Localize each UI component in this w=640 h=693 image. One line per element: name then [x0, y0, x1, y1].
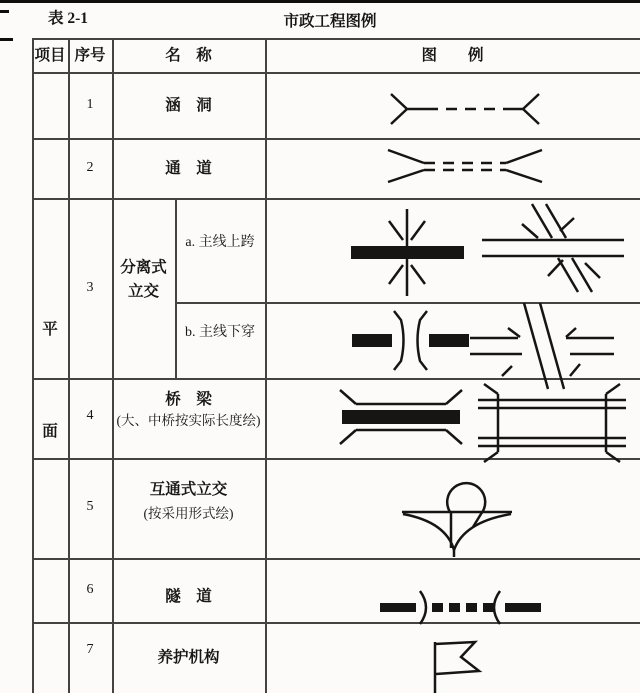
- bridge-filled-symbol: [332, 386, 482, 448]
- scan-edge-artifact: [0, 0, 640, 3]
- table-border: [175, 198, 177, 378]
- main-line-underpass-double-line-symbol: [462, 300, 622, 392]
- row-name-line2: 立交: [127, 283, 159, 300]
- main-line-overpass-double-line-symbol: [478, 198, 628, 298]
- row-note: (大、中桥按实际长度绘): [116, 413, 261, 428]
- column-header-name: 名 称: [165, 47, 212, 64]
- scan-tick-artifact: [0, 10, 9, 13]
- table-border: [32, 622, 640, 624]
- table-border: [32, 38, 640, 40]
- main-line-underpass-filled-symbol: [348, 308, 473, 373]
- bridge-outline-symbol: [472, 382, 632, 464]
- row-no: 1: [86, 97, 94, 112]
- table-border: [265, 38, 267, 693]
- row-name: 互通式立交: [149, 481, 228, 498]
- row-name: 桥 梁: [165, 391, 212, 408]
- row-no: 5: [86, 499, 94, 514]
- row-no: 6: [86, 582, 94, 597]
- row-name: 养护机构: [157, 649, 220, 666]
- passage-symbol: [380, 142, 550, 190]
- table-border: [32, 38, 34, 693]
- maintenance-flag-symbol: [425, 636, 495, 693]
- row-name-line1: 分离式: [120, 259, 167, 276]
- row-no: 2: [86, 160, 94, 175]
- table-border: [32, 558, 640, 560]
- item-group-char-plan-1: 平: [42, 321, 58, 338]
- row-name: 通 道: [165, 160, 212, 177]
- sub-row-label-a: a. 主线上跨: [185, 235, 255, 250]
- item-group-char-plan-2: 面: [42, 423, 58, 440]
- page-title: 市政工程图例: [283, 13, 377, 30]
- culvert-symbol: [385, 88, 545, 130]
- column-header-legend: 图 例: [421, 47, 484, 64]
- row-note: (按采用形式绘): [143, 506, 234, 521]
- table-number-label: 表 2-1: [48, 10, 89, 27]
- sub-row-label-b: b. 主线下穿: [185, 325, 255, 340]
- column-header-item: 项目: [34, 47, 66, 64]
- row-name: 隧 道: [165, 588, 212, 605]
- tunnel-symbol: [378, 589, 543, 627]
- row-no: 7: [86, 642, 94, 657]
- table-border: [32, 138, 640, 140]
- column-header-no: 序号: [74, 47, 106, 64]
- interchange-symbol: [398, 462, 516, 557]
- main-line-overpass-filled-symbol: [345, 205, 470, 300]
- row-name: 涵 洞: [165, 97, 212, 114]
- scan-tick-artifact: [0, 38, 13, 41]
- row-no: 4: [86, 408, 94, 423]
- row-no: 3: [86, 280, 94, 295]
- table-border: [32, 72, 640, 74]
